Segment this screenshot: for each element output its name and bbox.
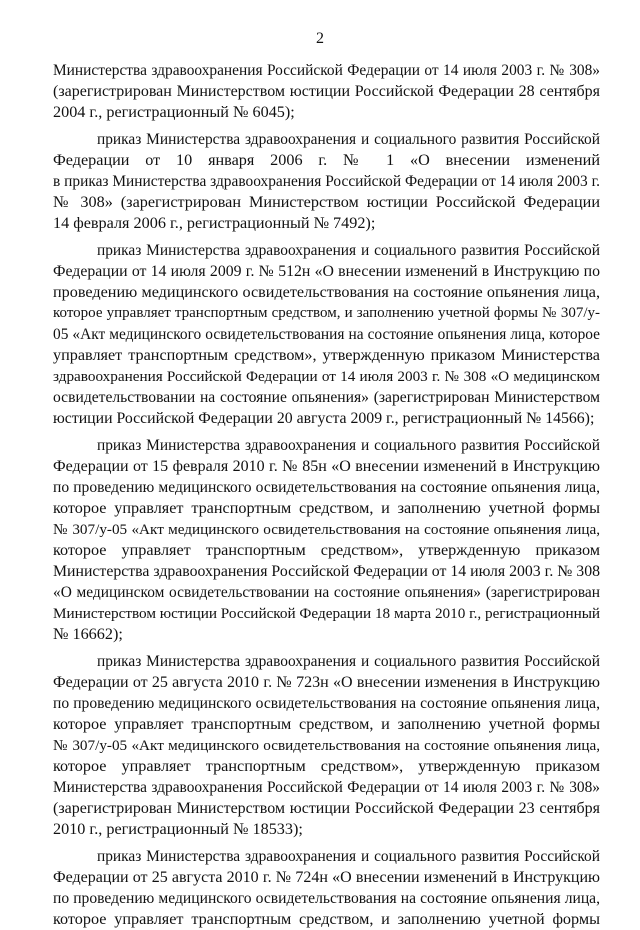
text-line: управляет транспортным средством», утвержденную приказом Министерства — [53, 346, 600, 364]
text-line: по проведению медицинского освидетельствования на состояние опьянения лица, — [53, 479, 600, 496]
text-line: Федерации от 15 февраля 2010 г. № 85н «О внесении изменений в Инструкцию — [53, 458, 600, 475]
text-line: № 308» (зарегистрирован Министерством юстиции Российской Федерации — [53, 193, 600, 211]
text-line: № 307/у-05 «Акт медицинского освидетельствования на состояние опьянения лица, — [53, 737, 600, 754]
text-line: которое управляет транспортным средством, и заполнению учетной формы № 307/у- — [53, 305, 600, 321]
text-line: Министерства здравоохранения Российской Федерации от 14 июля 2003 г. № 308» — [53, 779, 600, 796]
text-line: Федерации от 25 августа 2010 г. № 724н «О внесении изменений в Инструкцию — [53, 869, 600, 886]
text-line: Министерства здравоохранения Российской Федерации от 14 июля 2003 г. № 308 — [53, 563, 600, 580]
text-line: (зарегистрирован Министерством юстиции Российской Федерации 28 сентября — [53, 83, 600, 100]
paragraph-first-line: приказ Министерства здравоохранения и социального развития Российской — [97, 653, 600, 670]
paragraph-first-line: приказ Министерства здравоохранения и социального развития Российской — [97, 131, 600, 148]
text-line: юстиции Российской Федерации 20 августа 2009 г., регистрационный № 14566); — [53, 410, 595, 427]
text-line: 14 февраля 2006 г., регистрационный № 7492); — [53, 214, 376, 232]
text-line: в приказ Министерства здравоохранения Российской Федерации от 14 июля 2003 г. — [53, 173, 600, 190]
text-line: проведению медицинского освидетельствования на состояние опьянения лица, — [53, 283, 600, 301]
text-line: здравоохранения Российской Федерации от 14 июля 2003 г. № 308 «О медицинском — [53, 368, 600, 385]
text-line: Министерства здравоохранения Российской Федерации от 14 июля 2003 г. № 308» — [53, 62, 600, 79]
text-line: которое управляет транспортным средством, и заполнению учетной формы — [53, 499, 600, 517]
text-line: № 307/у-05 «Акт медицинского освидетельствования на состояние опьянения лица, — [53, 521, 600, 538]
text-line: 2004 г., регистрационный № 6045); — [53, 103, 295, 121]
text-line: Федерации от 14 июля 2009 г. № 512н «О внесении изменений в Инструкцию по — [53, 263, 600, 280]
text-line: 05 «Акт медицинского освидетельствования на состояние опьянения лица, которое — [53, 326, 600, 343]
text-line: которое управляет транспортным средством», утвержденную приказом — [53, 541, 600, 559]
text-line: которое управляет транспортным средством», утвержденную приказом — [53, 757, 600, 775]
paragraph-first-line: приказ Министерства здравоохранения и социального развития Российской — [97, 242, 600, 259]
text-line: № 16662); — [53, 625, 123, 643]
text-line: по проведению медицинского освидетельствования на состояние опьянения лица, — [53, 695, 600, 712]
text-line: по проведению медицинского освидетельствования на состояние опьянения лица, — [53, 890, 600, 907]
text-line: освидетельствовании на состояние опьянения» (зарегистрирован Министерством — [53, 389, 600, 406]
text-line: (зарегистрирован Министерством юстиции Российской Федерации 23 сентября — [53, 800, 600, 817]
text-line: 2010 г., регистрационный № 18533); — [53, 820, 303, 838]
text-line: которое управляет транспортным средством, и заполнению учетной формы — [53, 715, 600, 733]
text-line: Федерации от 25 августа 2010 г. № 723н «О внесении изменения в Инструкцию — [53, 674, 600, 691]
text-line: Министерством юстиции Российской Федерации 18 марта 2010 г., регистрационный — [53, 605, 601, 622]
page-number: 2 — [316, 30, 324, 47]
text-line: Федерации от 10 января 2006 г. № 1 «О внесении изменений — [53, 151, 600, 169]
text-line: которое управляет транспортным средством, и заполнению учетной формы — [53, 910, 600, 928]
document-body — [53, 60, 600, 930]
paragraph-first-line: приказ Министерства здравоохранения и социального развития Российской — [97, 437, 600, 454]
text-line: «О медицинском освидетельствовании на состояние опьянения» (зарегистрирован — [53, 584, 600, 601]
paragraph-first-line: приказ Министерства здравоохранения и социального развития Российской — [97, 848, 600, 865]
